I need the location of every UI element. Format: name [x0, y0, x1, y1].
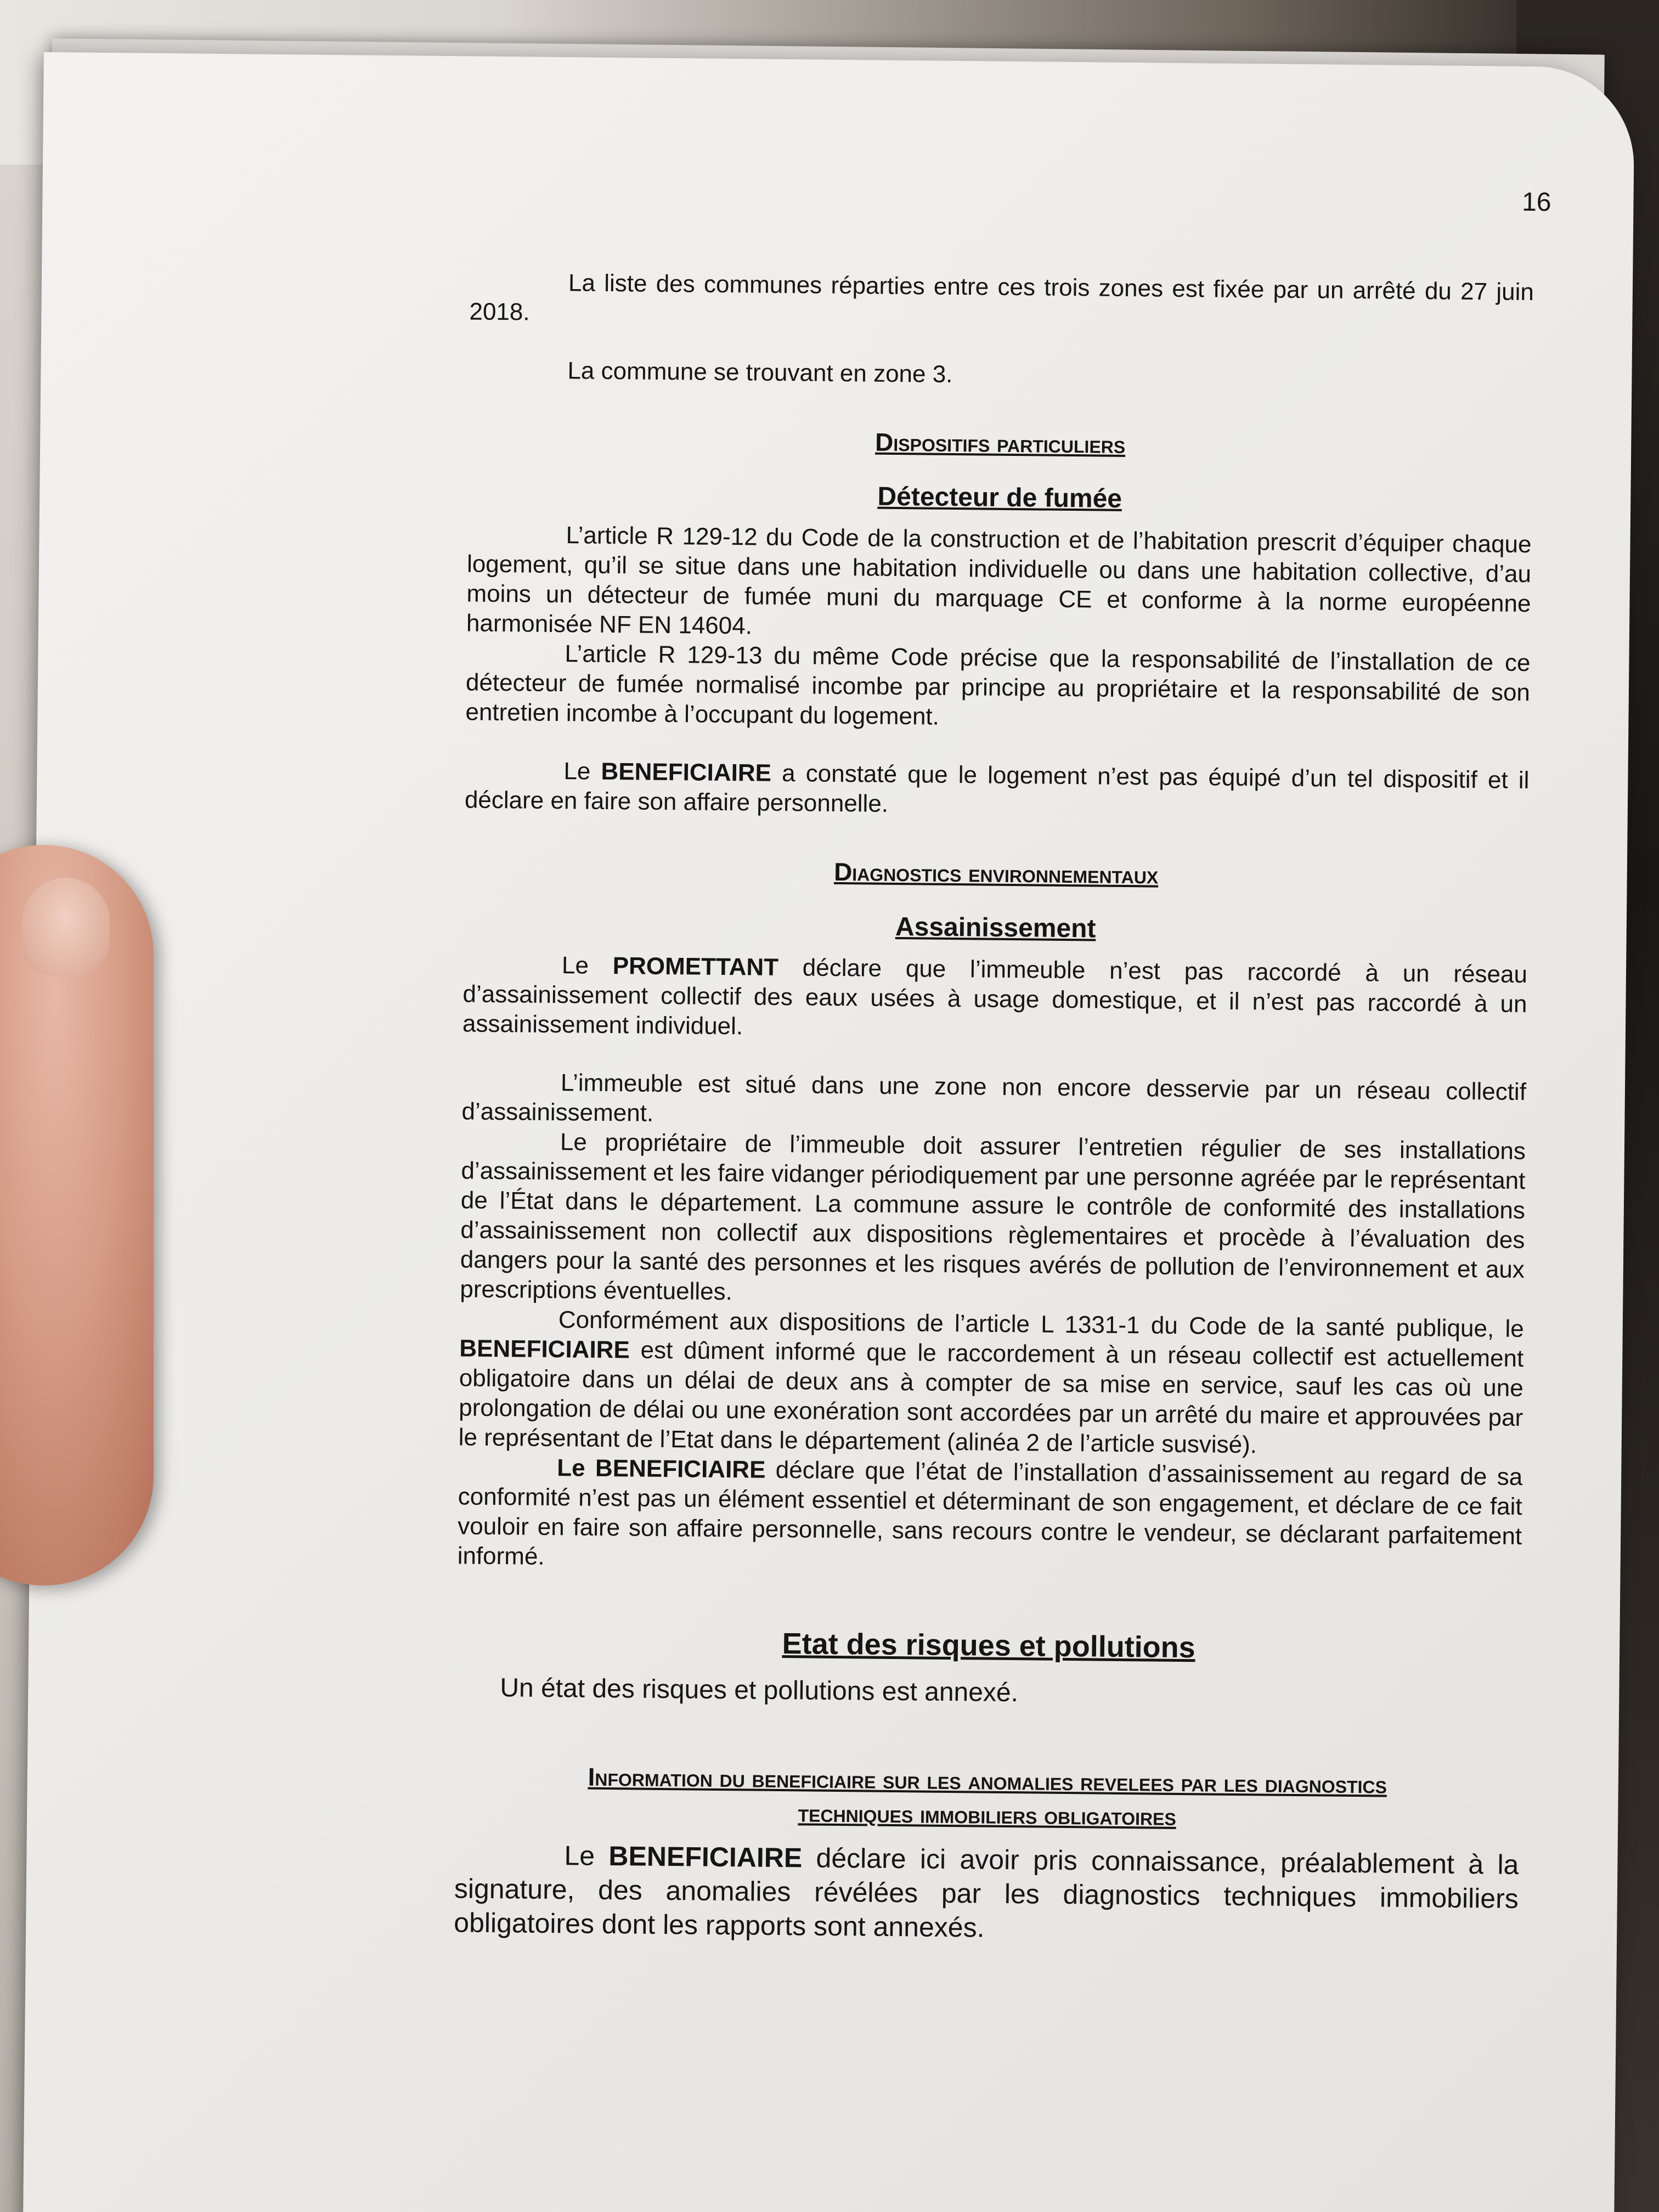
page-number: 16	[1521, 187, 1551, 217]
bold-beneficiaire: BENEFICIAIRE	[608, 1841, 803, 1874]
paragraph-beneficiaire-detecteur	[465, 755, 1530, 825]
paragraph-proprietaire-entretien: Le propriétaire de l’immeuble doit assurer l’entretien régulier de ses installations d’assainissement et les faire vidanger périodiquement par une personne agréée par le représentant de l’État dans le département. La commune assure le contrôle de conformité des installations d’assainissement non collectif aux dispositions règlementaires et procède à l’évaluation des dangers pour la santé des personnes et les risques avérés de pollution de l’environnement et aux prescriptions éventuelles.	[460, 1128, 1526, 1306]
text-rest: déclare que l’état de l’installation d’assainissement au regard de sa conformité n’est pas un élément essentiel et déterminant de son engagement, et déclare de ce fait vouloir en faire son affaire personnelle, sans recours contre le vendeur, se déclarant parfaitement informé.	[457, 1456, 1523, 1570]
text-prefix: Le	[563, 758, 601, 785]
bold-beneficiaire: BENEFICIAIRE	[601, 758, 772, 787]
text-rest: est dûment informé que le raccordement à un réseau collectif est actuellement obligatoire dans un délai de deux ans à compter de sa mise en service, sauf les cas où une prolongation de délai ou une exonération sont accordées par un arrêté du maire et approuvées par le représentant de l’Etat dans le département (alinéa 2 de l’article susvisé).	[458, 1336, 1524, 1459]
paragraph-article-l1331-1	[459, 1304, 1525, 1463]
bold-le-beneficiaire: Le BENEFICIAIRE	[557, 1454, 766, 1483]
paragraph-anomalies	[454, 1837, 1519, 1950]
heading-information-beneficiaire	[455, 1758, 1520, 1837]
bold-promettant: PROMETTANT	[612, 952, 779, 981]
paragraph-zones: La liste des communes réparties entre ces trois zones est fixée par un arrêté du 27 juin 2018.	[469, 269, 1534, 326]
subheading-detecteur-fumee: Détecteur de fumée	[877, 482, 1122, 514]
paragraph-beneficiaire-conformite	[457, 1452, 1522, 1581]
heading-dispositifs-particuliers: Dispositifs particuliers	[874, 427, 1126, 459]
paragraph-commune-zone: La commune se trouvant en zone 3.	[567, 357, 953, 388]
paragraph-zone-non-desservie: L’immeuble est situé dans une zone non encore desservie par un réseau collectif d’assainissement.	[461, 1069, 1527, 1127]
paragraph-article-r129-12: L’article R 129-12 du Code de la construction et de l’habitation prescrit d’équiper chaque logement, qu’il se situe dans une habitation individuelle ou dans une habitation collective, d’au moins un détecteur de fumée muni du marquage CE et conforme à la norme européenne harmonisée NF EN 14604.	[466, 522, 1532, 640]
paragraph-article-r129-13: L’article R 129-13 du même Code précise que la responsabilité de l’installation de ce détecteur de fumée normalisé incombe par principe au propriétaire et la responsabilité de son entretien incombe à l’occupant du logement.	[465, 640, 1531, 730]
paragraph-promettant	[462, 950, 1527, 1049]
paragraph-etat-risques-annexe: Un état des risques et pollutions est annexé.	[500, 1673, 1019, 1708]
text-prefix: Conformément aux dispositions de l’article L 1331-1 du Code de la santé publique, le	[558, 1306, 1525, 1343]
text-prefix: Le	[564, 1840, 609, 1872]
heading-line-1: Information du beneficiaire sur les anomalies revelees par les diagnostics	[588, 1762, 1387, 1799]
page-content	[454, 267, 1534, 1949]
document-page	[23, 52, 1635, 2212]
heading-etat-risques: Etat des risques et pollutions	[782, 1627, 1196, 1664]
text-rest: a constaté que le logement n’est pas équipé d’un tel dispositif et il déclare en faire son affaire personnelle.	[464, 759, 1530, 817]
heading-diagnostics-environnementaux: Diagnostics environnementaux	[833, 857, 1159, 889]
thumbnail-nail	[22, 878, 110, 977]
text-rest: déclare que l’immeuble n’est pas raccordé à un réseau d’assainissement collectif des eaux usées à usage domestique, et il n’est pas raccordé à un assainissement individuel.	[462, 953, 1528, 1040]
subheading-assainissement: Assainissement	[895, 912, 1096, 944]
text-rest: déclare ici avoir pris connaissance, préalablement à la signature, des anomalies révélées par les diagnostics techniques immobiliers obligatoires dont les rapports sont annexés.	[454, 1842, 1519, 1943]
text-prefix: Le	[561, 952, 613, 980]
heading-line-2: techniques immobiliers obligatoires	[798, 1798, 1177, 1831]
bold-beneficiaire: BENEFICIAIRE	[459, 1335, 630, 1364]
